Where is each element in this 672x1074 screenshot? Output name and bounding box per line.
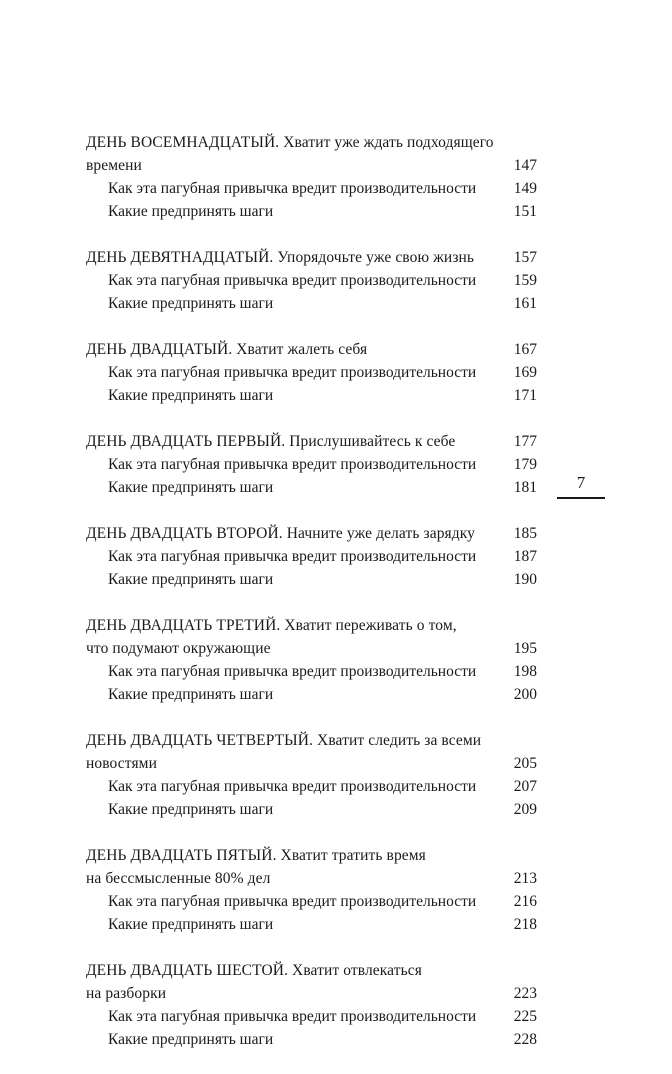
toc-chapter [86,338,540,407]
toc-subentry [86,476,540,499]
subentry-label: Какие предпринять шаги [108,479,274,496]
toc-chapter [86,959,540,1051]
subentry-page-number: 200 [513,686,537,703]
folio [557,472,605,499]
chapter-page-number: 205 [513,755,537,772]
subentry-label: Как эта пагубная привычка вредит производительности [108,180,477,197]
chapter-title-line [86,522,540,545]
chapter-title-text: на бессмысленные 80% дел [86,870,271,887]
chapter-title-line [86,867,540,890]
toc-subentry [86,775,540,798]
page-number: 7 [576,473,586,492]
chapter-page-number: 195 [513,640,537,657]
toc-subentry [86,545,540,568]
subentry-page-number: 151 [513,203,537,220]
subentry-label: Как эта пагубная привычка вредит производительности [108,364,477,381]
subentry-page-number: 171 [513,387,537,404]
subentry-label: Какие предпринять шаги [108,387,274,404]
chapter-title-line [86,338,540,361]
subentry-label: Какие предпринять шаги [108,1031,274,1048]
subentry-page-number: 149 [513,180,537,197]
chapter-title-text: ДЕНЬ ДВАДЦАТЬ ПЯТЫЙ. Хватит тратить время [86,847,426,864]
chapter-title-text: ДЕНЬ ДЕВЯТНАДЦАТЫЙ. Упорядочьте уже свою жизнь [86,249,475,266]
chapter-title-text: ДЕНЬ ДВАДЦАТЫЙ. Хватит жалеть себя [86,341,368,358]
chapter-title-text: ДЕНЬ ДВАДЦАТЬ ЧЕТВЕРТЫЙ. Хватит следить за всеми [86,732,482,749]
toc-subentry [86,177,540,200]
chapter-title-text: новостями [86,755,157,772]
subentry-label: Как эта пагубная привычка вредит производительности [108,548,477,565]
subentry-page-number: 159 [513,272,537,289]
subentry-page-number: 209 [513,801,537,818]
toc-subentry [86,361,540,384]
subentry-page-number: 179 [513,456,537,473]
toc-subentry [86,1028,540,1051]
chapter-page-number: 185 [513,525,537,542]
toc-chapter [86,844,540,936]
chapter-title-line [86,844,540,867]
toc-subentry [86,453,540,476]
chapter-title-line [86,752,540,775]
chapter-title-text: ДЕНЬ ДВАДЦАТЬ ПЕРВЫЙ. Прислушивайтесь к себе [86,433,456,450]
subentry-page-number: 187 [513,548,537,565]
toc-chapter [86,246,540,315]
chapter-title-text: ДЕНЬ ДВАДЦАТЬ ШЕСТОЙ. Хватит отвлекаться [86,962,423,979]
chapter-title-text: ДЕНЬ ВОСЕМНАДЦАТЫЙ. Хватит уже ждать подходящего [86,134,494,151]
toc-subentry [86,200,540,223]
chapter-page-number: 157 [513,249,537,266]
toc-subentry [86,1005,540,1028]
subentry-page-number: 198 [513,663,537,680]
folio-rule [557,497,605,499]
subentry-page-number: 190 [513,571,537,588]
toc-subentry [86,269,540,292]
subentry-page-number: 228 [513,1031,537,1048]
toc-chapter [86,430,540,499]
chapter-page-number: 167 [513,341,537,358]
chapter-title-text: что подумают окружающие [86,640,271,657]
subentry-label: Как эта пагубная привычка вредит производительности [108,893,477,910]
chapter-title-line [86,982,540,1005]
subentry-label: Какие предпринять шаги [108,801,274,818]
chapter-page-number: 223 [513,985,537,1002]
subentry-page-number: 218 [513,916,537,933]
chapter-title-line [86,246,540,269]
chapter-title-line [86,614,540,637]
table-of-contents [86,131,540,1074]
subentry-page-number: 181 [513,479,537,496]
toc-subentry [86,292,540,315]
toc-subentry [86,660,540,683]
toc-subentry [86,913,540,936]
toc-chapter [86,131,540,223]
subentry-label: Какие предпринять шаги [108,916,274,933]
subentry-label: Как эта пагубная привычка вредит производительности [108,663,477,680]
subentry-label: Как эта пагубная привычка вредит производительности [108,778,477,795]
subentry-page-number: 161 [513,295,537,312]
subentry-label: Какие предпринять шаги [108,686,274,703]
chapter-title-line [86,637,540,660]
toc-chapter [86,614,540,706]
subentry-page-number: 225 [513,1008,537,1025]
toc-subentry [86,798,540,821]
subentry-label: Как эта пагубная привычка вредит производительности [108,456,477,473]
toc-subentry [86,683,540,706]
chapter-page-number: 213 [513,870,537,887]
subentry-label: Как эта пагубная привычка вредит производительности [108,1008,477,1025]
toc-chapter [86,522,540,591]
subentry-label: Какие предпринять шаги [108,203,274,220]
toc-subentry [86,890,540,913]
chapter-title-line [86,430,540,453]
toc-subentry [86,384,540,407]
toc-chapter [86,729,540,821]
subentry-label: Какие предпринять шаги [108,295,274,312]
subentry-label: Какие предпринять шаги [108,571,274,588]
chapter-title-text: ДЕНЬ ДВАДЦАТЬ ВТОРОЙ. Начните уже делать зарядку [86,525,476,542]
chapter-page-number: 147 [513,157,537,174]
chapter-title-text: на разборки [86,985,167,1002]
chapter-title-text: ДЕНЬ ДВАДЦАТЬ ТРЕТИЙ. Хватит переживать о том, [86,617,457,634]
toc-subentry [86,568,540,591]
subentry-page-number: 216 [513,893,537,910]
chapter-title-line [86,729,540,752]
chapter-title-line [86,959,540,982]
chapter-title-line [86,131,540,154]
chapter-title-line [86,154,540,177]
subentry-label: Как эта пагубная привычка вредит производительности [108,272,477,289]
chapter-title-text: времени [86,157,142,174]
subentry-page-number: 169 [513,364,537,381]
subentry-page-number: 207 [513,778,537,795]
chapter-page-number: 177 [513,433,537,450]
